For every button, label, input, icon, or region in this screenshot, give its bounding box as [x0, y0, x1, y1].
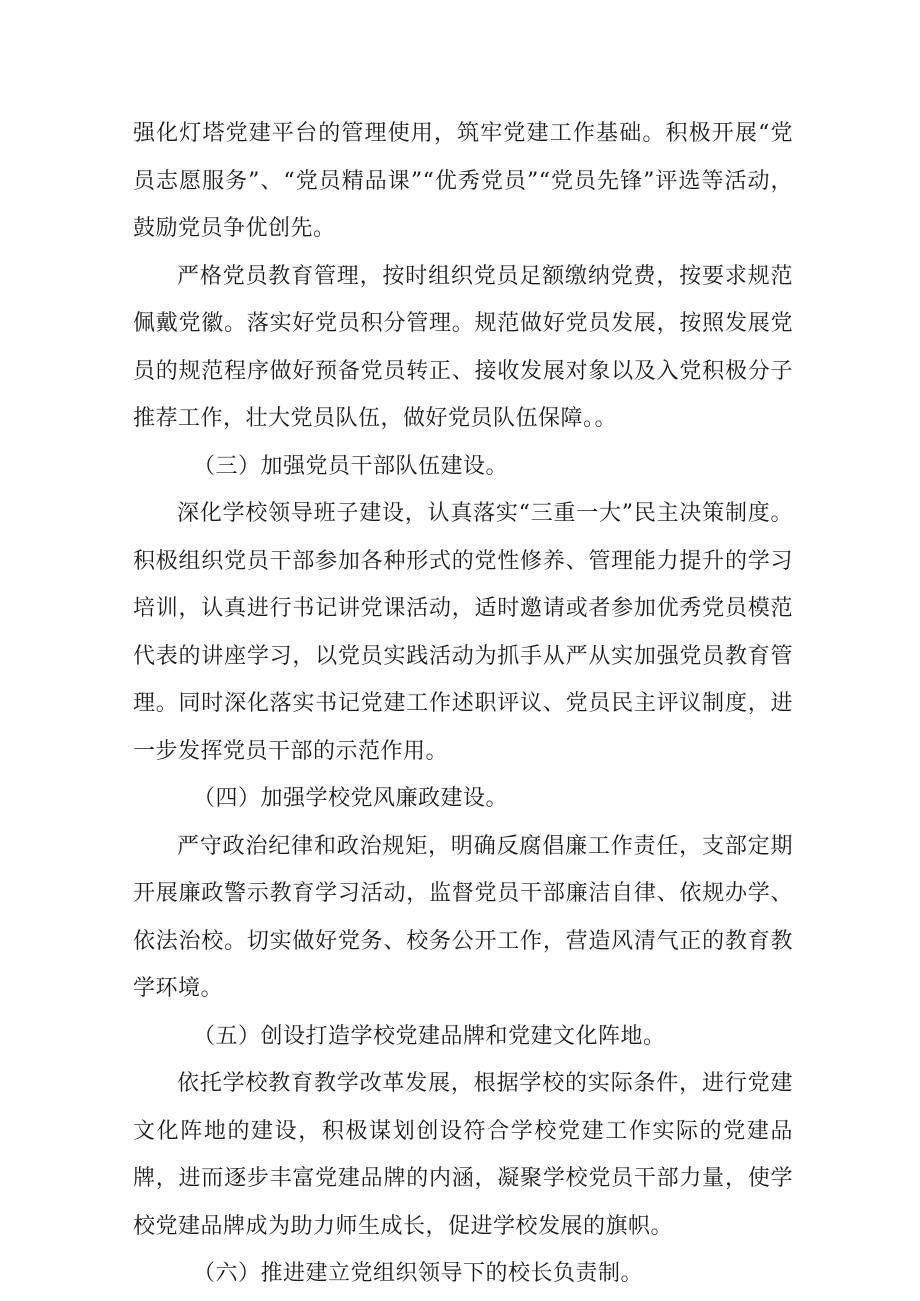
section-heading-4: （四）加强学校党风廉政建设。: [193, 786, 509, 811]
section-heading-3: （三）加强党员干部队伍建设。: [193, 453, 509, 479]
document-body: [133, 110, 793, 1298]
section-heading-6: （六）推进建立党组织领导下的校长负责制。: [193, 1261, 644, 1286]
paragraph-brand-culture: 依托学校教育教学改革发展，根据学校的实际条件，进行党建文化阵地的建设，积极谋划创设符合学校党建工作实际的党建品牌，进而逐步丰富党建品牌的内涵，凝聚学校党员干部力量，使学校党建品牌成为助力师生成长，促进学校发展的旗帜。: [133, 1071, 793, 1239]
paragraph-member-management: 严格党员教育管理，按时组织党员足额缴纳党费，按要求规范佩戴党徽。落实好党员积分管理。规范做好党员发展，按照发展党员的规范程序做好预备党员转正、接收发展对象以及入党积极分子推荐工作，壮大党员队伍，做好党员队伍保障。。: [133, 263, 793, 431]
paragraph-cadre-building: 深化学校领导班子建设，认真落实“三重一大”民主决策制度。积极组织党员干部参加各种形式的党性修养、管理能力提升的学习培训，认真进行书记讲党课活动，适时邀请或者参加优秀党员模范代表的讲座学习，以党员实践活动为抓手从严从实加强党员教育管理。同时深化落实书记党建工作述职评议、党员民主评议制度，进一步发挥党员干部的示范作用。: [133, 501, 793, 764]
paragraph-continued: 强化灯塔党建平台的管理使用，筑牢党建工作基础。积极开展“党员志愿服务”、“党员精品课”“优秀党员”“党员先锋”评选等活动，鼓励党员争优创先。: [133, 121, 793, 241]
section-heading-5: （五）创设打造学校党建品牌和党建文化阵地。: [193, 1023, 666, 1049]
paragraph-integrity-building: 严守政治纪律和政治规矩，明确反腐倡廉工作责任，支部定期开展廉政警示教育学习活动，监督党员干部廉洁自律、依规办学、依法治校。切实做好党务、校务公开工作，营造风清气正的教育教学环境。: [133, 833, 793, 1001]
